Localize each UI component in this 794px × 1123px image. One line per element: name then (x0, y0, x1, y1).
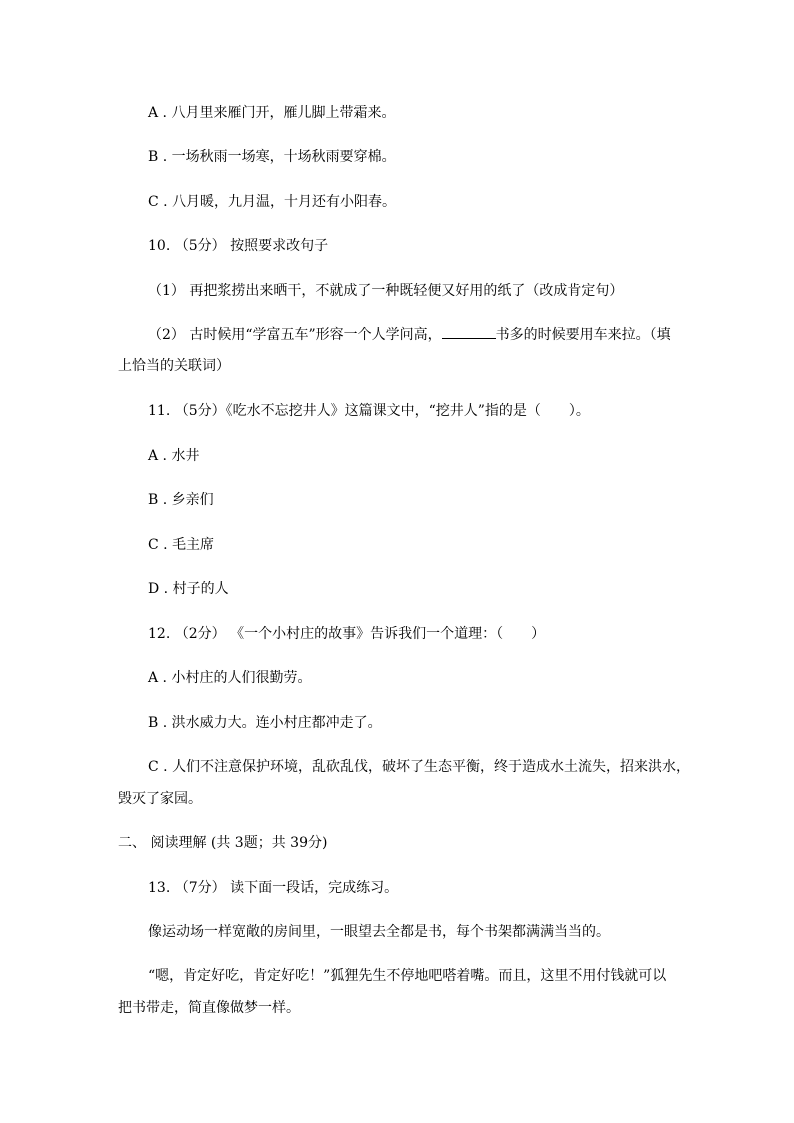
q11-option-c[interactable]: C . 毛主席 (148, 537, 215, 553)
q9-option-c[interactable]: C . 八月暖，九月温，十月还有小阳春。 (148, 194, 397, 210)
q10-sub2-after: 书多的时候要用车来拉。（填 (495, 327, 671, 343)
q12-header: 12. （2分） 《一个小村庄的故事》告诉我们一个道理：（ ） (148, 626, 546, 642)
q10-sub2-before: （2） 古时候用“学富五车”形容一个人学问高， (148, 327, 442, 343)
q13-header: 13. （7分） 读下面一段话，完成练习。 (148, 880, 399, 896)
q13-paragraph-1: 像运动场一样宽敞的房间里，一眼望去全都是书，每个书架都满满当当的。 (148, 924, 610, 940)
answer-blank[interactable] (442, 325, 496, 339)
q11-option-d[interactable]: D . 村子的人 (148, 581, 229, 597)
q11-header: 11. （5分）《吃水不忘挖井人》这篇课文中，“挖井人”指的是（ ）。 (148, 403, 590, 419)
q13-paragraph-2: “嗯，肯定好吃，肯定好吃！”狐狸先生不停地吧嗒着嘴。而且，这里不用付钱就可以 (148, 968, 667, 984)
q11-option-a[interactable]: A . 水井 (148, 448, 200, 464)
q10-sub2 (148, 325, 671, 345)
q12-option-b[interactable]: B . 洪水威力大。连小村庄都冲走了。 (148, 715, 382, 731)
q9-option-b[interactable]: B . 一场秋雨一场寒，十场秋雨要穿棉。 (148, 149, 396, 165)
q12-option-c[interactable]: C . 人们不注意保护环境，乱砍乱伐，破坏了生态平衡，终于造成水土流失，招来洪水， (148, 759, 691, 775)
q10-header: 10. （5分） 按照要求改句子 (148, 238, 329, 254)
q9-option-a[interactable]: A . 八月里来雁门开，雁儿脚上带霜来。 (148, 105, 396, 121)
q11-option-b[interactable]: B . 乡亲们 (148, 492, 214, 508)
q13-paragraph-2-continued: 把书带走，简直像做梦一样。 (118, 1000, 300, 1016)
q10-sub2-continued: 上恰当的关联词） (118, 358, 230, 374)
q12-option-a[interactable]: A . 小村庄的人们很勤劳。 (148, 670, 312, 686)
q12-option-c-continued: 毁灭了家园。 (118, 791, 202, 807)
q10-sub1: （1） 再把浆捞出来晒干，不就成了一种既轻便又好用的纸了（改成肯定句） (148, 283, 624, 299)
section-title: 二、 阅读理解 (共 3题；共 39分) (118, 835, 328, 851)
